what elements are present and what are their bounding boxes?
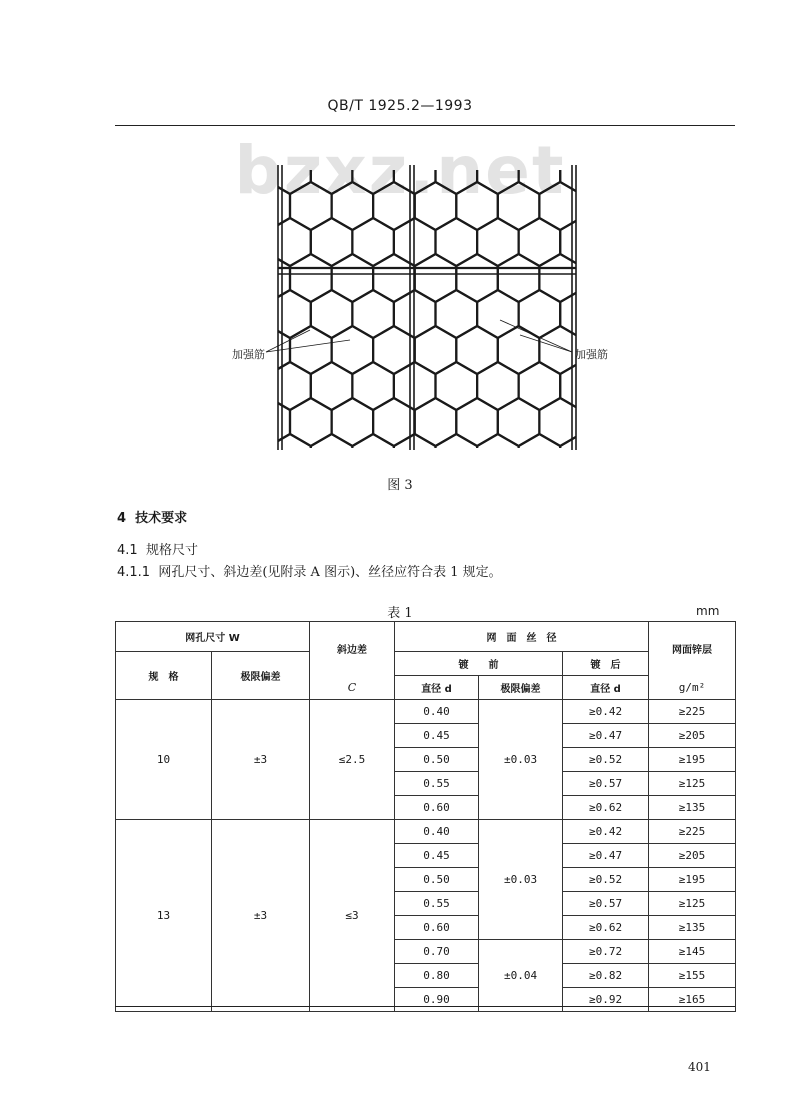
section-4-1-1-text bbox=[117, 561, 502, 580]
mesh-hexagon bbox=[477, 150, 518, 194]
diameter-after-cell: ≥0.42 bbox=[563, 820, 649, 844]
mesh-hexagon bbox=[373, 150, 415, 158]
header-before-plating: 镀 前 bbox=[395, 652, 563, 676]
zinc-cell: ≥205 bbox=[649, 844, 736, 868]
diameter-before-cell: 0.45 bbox=[395, 724, 479, 748]
dev-cell: ±0.03 bbox=[479, 820, 563, 940]
dev-cell: ±0.04 bbox=[479, 940, 563, 1012]
section-4-heading bbox=[117, 507, 187, 526]
page-number: 401 bbox=[688, 1060, 711, 1074]
zinc-cell: ≥155 bbox=[649, 964, 736, 988]
mesh-hexagon bbox=[436, 150, 478, 194]
table-bottom-rule bbox=[115, 1006, 735, 1007]
zinc-cell: ≥135 bbox=[649, 916, 736, 940]
mesh-hexagon bbox=[519, 150, 561, 194]
diameter-before-cell: 0.40 bbox=[395, 820, 479, 844]
limit-dev-cell: ±3 bbox=[212, 700, 310, 820]
diameter-before-cell: 0.60 bbox=[395, 796, 479, 820]
section-number: 4.1 bbox=[117, 543, 138, 558]
mesh-hexagon bbox=[248, 150, 290, 158]
zinc-cell: ≥195 bbox=[649, 748, 736, 772]
section-title: 技术要求 bbox=[135, 511, 188, 526]
mesh-hexagon bbox=[602, 362, 620, 410]
header-oblique-diff: 斜边差 bbox=[310, 622, 395, 676]
mesh-hexagon bbox=[228, 362, 270, 410]
mesh-hexagon bbox=[228, 150, 270, 194]
diameter-before-cell: 0.50 bbox=[395, 748, 479, 772]
mesh-hexagon bbox=[228, 218, 270, 266]
callout-right: 加强筋 bbox=[575, 348, 608, 361]
diameter-after-cell: ≥0.52 bbox=[563, 748, 649, 772]
header-zinc-coating: 网面锌层 bbox=[649, 622, 736, 676]
zinc-cell: ≥165 bbox=[649, 988, 736, 1012]
header-oblique-symbol: C bbox=[310, 676, 395, 700]
header-spec: 规 格 bbox=[116, 652, 212, 700]
diameter-before-cell: 0.70 bbox=[395, 940, 479, 964]
section-4-1-heading bbox=[117, 539, 198, 558]
callout-left: 加强筋 bbox=[232, 348, 265, 361]
header-limit-dev: 极限偏差 bbox=[212, 652, 310, 700]
mesh-hexagon bbox=[228, 290, 270, 338]
diameter-before-cell: 0.60 bbox=[395, 916, 479, 940]
section-text: 网孔尺寸、斜边差(见附录 A 图示)、丝径应符合表 1 规定。 bbox=[158, 565, 502, 580]
diameter-after-cell: ≥0.62 bbox=[563, 796, 649, 820]
mesh-hexagon bbox=[228, 434, 270, 470]
zinc-cell: ≥205 bbox=[649, 724, 736, 748]
header-after-plating: 镀 后 bbox=[563, 652, 649, 676]
figure-caption: 图 3 bbox=[387, 478, 413, 493]
diameter-before-cell: 0.55 bbox=[395, 772, 479, 796]
mesh-hexagon bbox=[560, 150, 602, 194]
mesh-hexagon bbox=[269, 150, 311, 194]
diameter-after-cell: ≥0.72 bbox=[563, 940, 649, 964]
diameter-after-cell: ≥0.47 bbox=[563, 724, 649, 748]
mesh-hexagon bbox=[581, 182, 620, 230]
header-zinc-unit: g/m² bbox=[649, 676, 736, 700]
diameter-before-cell: 0.45 bbox=[395, 844, 479, 868]
zinc-cell: ≥225 bbox=[649, 820, 736, 844]
callout-leader bbox=[520, 335, 572, 352]
diameter-after-cell: ≥0.52 bbox=[563, 868, 649, 892]
spec-cell: 13 bbox=[116, 820, 212, 1012]
diameter-before-cell: 0.40 bbox=[395, 700, 479, 724]
mesh-hexagon bbox=[477, 434, 518, 470]
mesh-hexagon bbox=[311, 434, 353, 470]
oblique-cell: ≤3 bbox=[310, 820, 395, 1012]
mesh-hexagon bbox=[352, 434, 394, 470]
section-number: 4.1.1 bbox=[117, 565, 151, 580]
mesh-hexagon bbox=[560, 434, 602, 470]
document-header: QB/T 1925.2—1993 bbox=[327, 98, 473, 114]
mesh-hexagon bbox=[581, 398, 620, 446]
zinc-cell: ≥135 bbox=[649, 796, 736, 820]
mesh-hexagon bbox=[581, 254, 620, 302]
mesh-hexagon bbox=[290, 150, 332, 158]
mesh-hexagon bbox=[456, 150, 498, 158]
mesh-hexagon bbox=[581, 150, 620, 158]
dev-cell: ±0.03 bbox=[479, 700, 563, 820]
diameter-after-cell: ≥0.82 bbox=[563, 964, 649, 988]
zinc-cell: ≥145 bbox=[649, 940, 736, 964]
zinc-cell: ≥225 bbox=[649, 700, 736, 724]
limit-dev-cell: ±3 bbox=[212, 820, 310, 1012]
mesh-hexagon bbox=[602, 434, 620, 470]
mesh-hexagon bbox=[602, 218, 620, 266]
spec-table bbox=[115, 621, 736, 1012]
oblique-cell: ≤2.5 bbox=[310, 700, 395, 820]
table-title: 表 1 bbox=[387, 606, 413, 621]
header-diameter-after: 直径 d bbox=[563, 676, 649, 700]
section-number: 4 bbox=[117, 511, 127, 526]
mesh-hexagon bbox=[602, 290, 620, 338]
zinc-cell: ≥125 bbox=[649, 772, 736, 796]
zinc-cell: ≥195 bbox=[649, 868, 736, 892]
mesh-hexagon bbox=[602, 150, 620, 194]
mesh-hexagon bbox=[269, 434, 311, 470]
zinc-cell: ≥125 bbox=[649, 892, 736, 916]
hexagonal-mesh-figure bbox=[200, 150, 620, 470]
mesh-hexagon bbox=[539, 150, 581, 158]
header-mesh-size: 网孔尺寸 W bbox=[116, 622, 310, 652]
diameter-before-cell: 0.55 bbox=[395, 892, 479, 916]
diameter-before-cell: 0.90 bbox=[395, 988, 479, 1012]
table-unit: mm bbox=[696, 604, 720, 618]
header-rule bbox=[115, 125, 735, 126]
spec-cell: 10 bbox=[116, 700, 212, 820]
header-wire-diameter: 网 面 丝 径 bbox=[395, 622, 649, 652]
header-diameter-before: 直径 d bbox=[395, 676, 479, 700]
diameter-before-cell: 0.50 bbox=[395, 868, 479, 892]
diameter-before-cell: 0.80 bbox=[395, 964, 479, 988]
diameter-after-cell: ≥0.57 bbox=[563, 772, 649, 796]
diameter-after-cell: ≥0.47 bbox=[563, 844, 649, 868]
diameter-after-cell: ≥0.42 bbox=[563, 700, 649, 724]
header-limit-dev-2: 极限偏差 bbox=[479, 676, 563, 700]
watermark: bzxz.net bbox=[234, 132, 566, 209]
mesh-hexagon bbox=[332, 150, 374, 158]
mesh-hexagon bbox=[436, 434, 478, 470]
section-title: 规格尺寸 bbox=[145, 543, 198, 558]
diameter-after-cell: ≥0.92 bbox=[563, 988, 649, 1012]
mesh-hexagon bbox=[519, 434, 561, 470]
mesh-hexagon bbox=[498, 150, 540, 158]
diameter-after-cell: ≥0.62 bbox=[563, 916, 649, 940]
mesh-hexagon bbox=[311, 150, 353, 194]
diameter-after-cell: ≥0.57 bbox=[563, 892, 649, 916]
mesh-hexagon bbox=[415, 150, 457, 158]
mesh-hexagon bbox=[352, 150, 394, 194]
